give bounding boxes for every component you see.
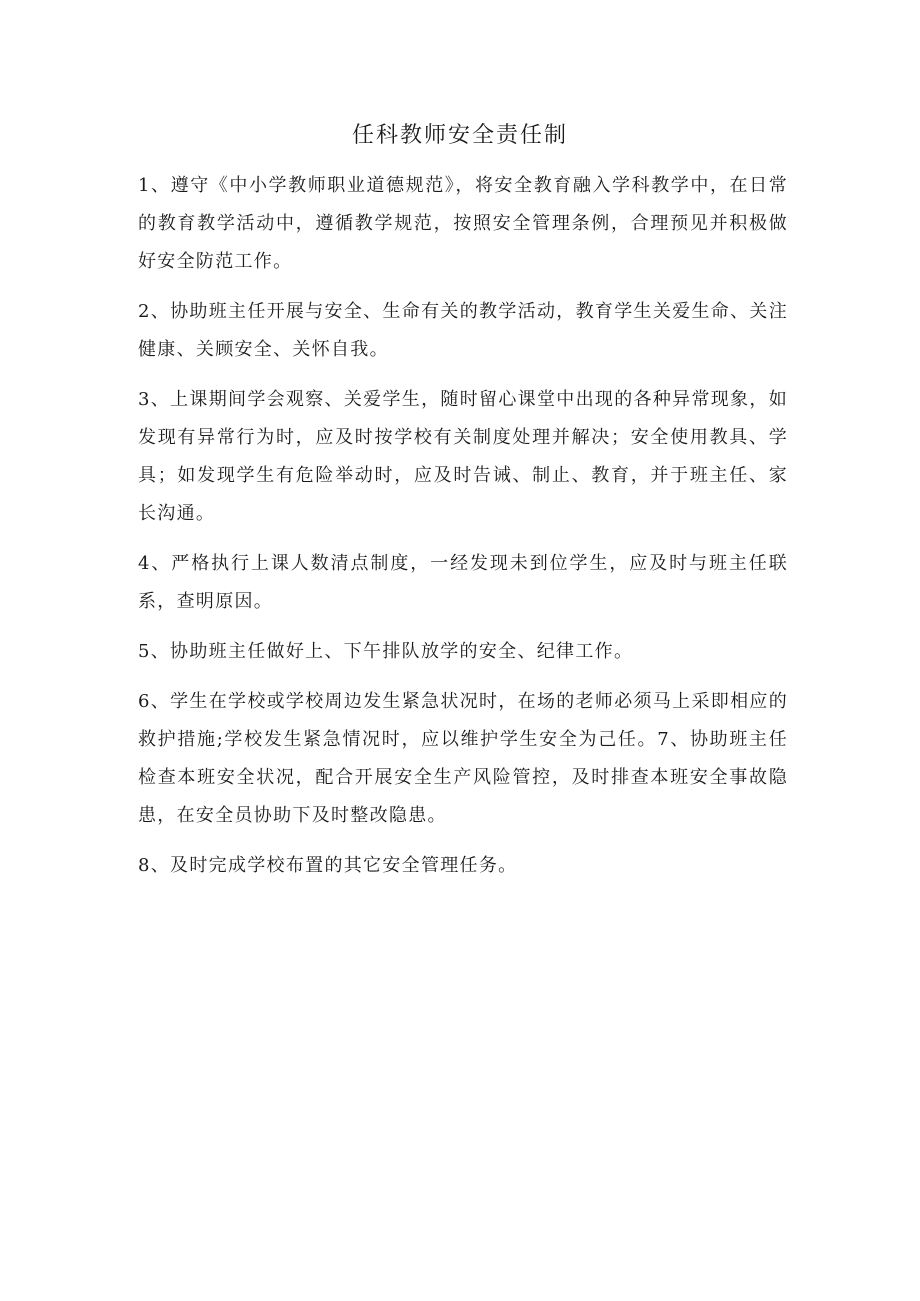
- document-title: 任科教师安全责任制: [351, 123, 568, 148]
- paragraph-2: 2、协助班主任开展与安全、生命有关的教学活动，教育学生关爱生命、关注健康、关顾安全、关怀自我。: [138, 301, 788, 360]
- paragraph-1: 1、遵守《中小学教师职业道德规范》，将安全教育融入学科教学中，在日常的教育教学活动中，遵循教学规范，按照安全管理条例，合理预见并积极做好安全防范工作。: [138, 175, 788, 272]
- paragraph-8: 8、及时完成学校布置的其它安全管理任务。: [138, 855, 518, 876]
- paragraph-4: 4、严格执行上课人数清点制度，一经发现未到位学生，应及时与班主任联系，查明原因。: [138, 553, 788, 612]
- document-body: [138, 167, 788, 897]
- paragraph-6: 6、学生在学校或学校周边发生紧急状况时，在场的老师必须马上采即相应的救护措施;学校发生紧急情况时，应以维护学生安全为己任。7、协助班主任检查本班安全状况，配合开展安全生产风险管控，及时排查本班安全事故隐患，在安全员协助下及时整改隐患。: [138, 691, 788, 826]
- paragraph-3: 3、上课期间学会观察、关爱学生，随时留心课堂中出现的各种异常现象，如发现有异常行为时，应及时按学校有关制度处理并解决；安全使用教具、学具；如发现学生有危险举动时，应及时告诫、制止、教育，并于班主任、家长沟通。: [138, 389, 788, 524]
- paragraph-5: 5、协助班主任做好上、下午排队放学的安全、纪律工作。: [138, 641, 634, 662]
